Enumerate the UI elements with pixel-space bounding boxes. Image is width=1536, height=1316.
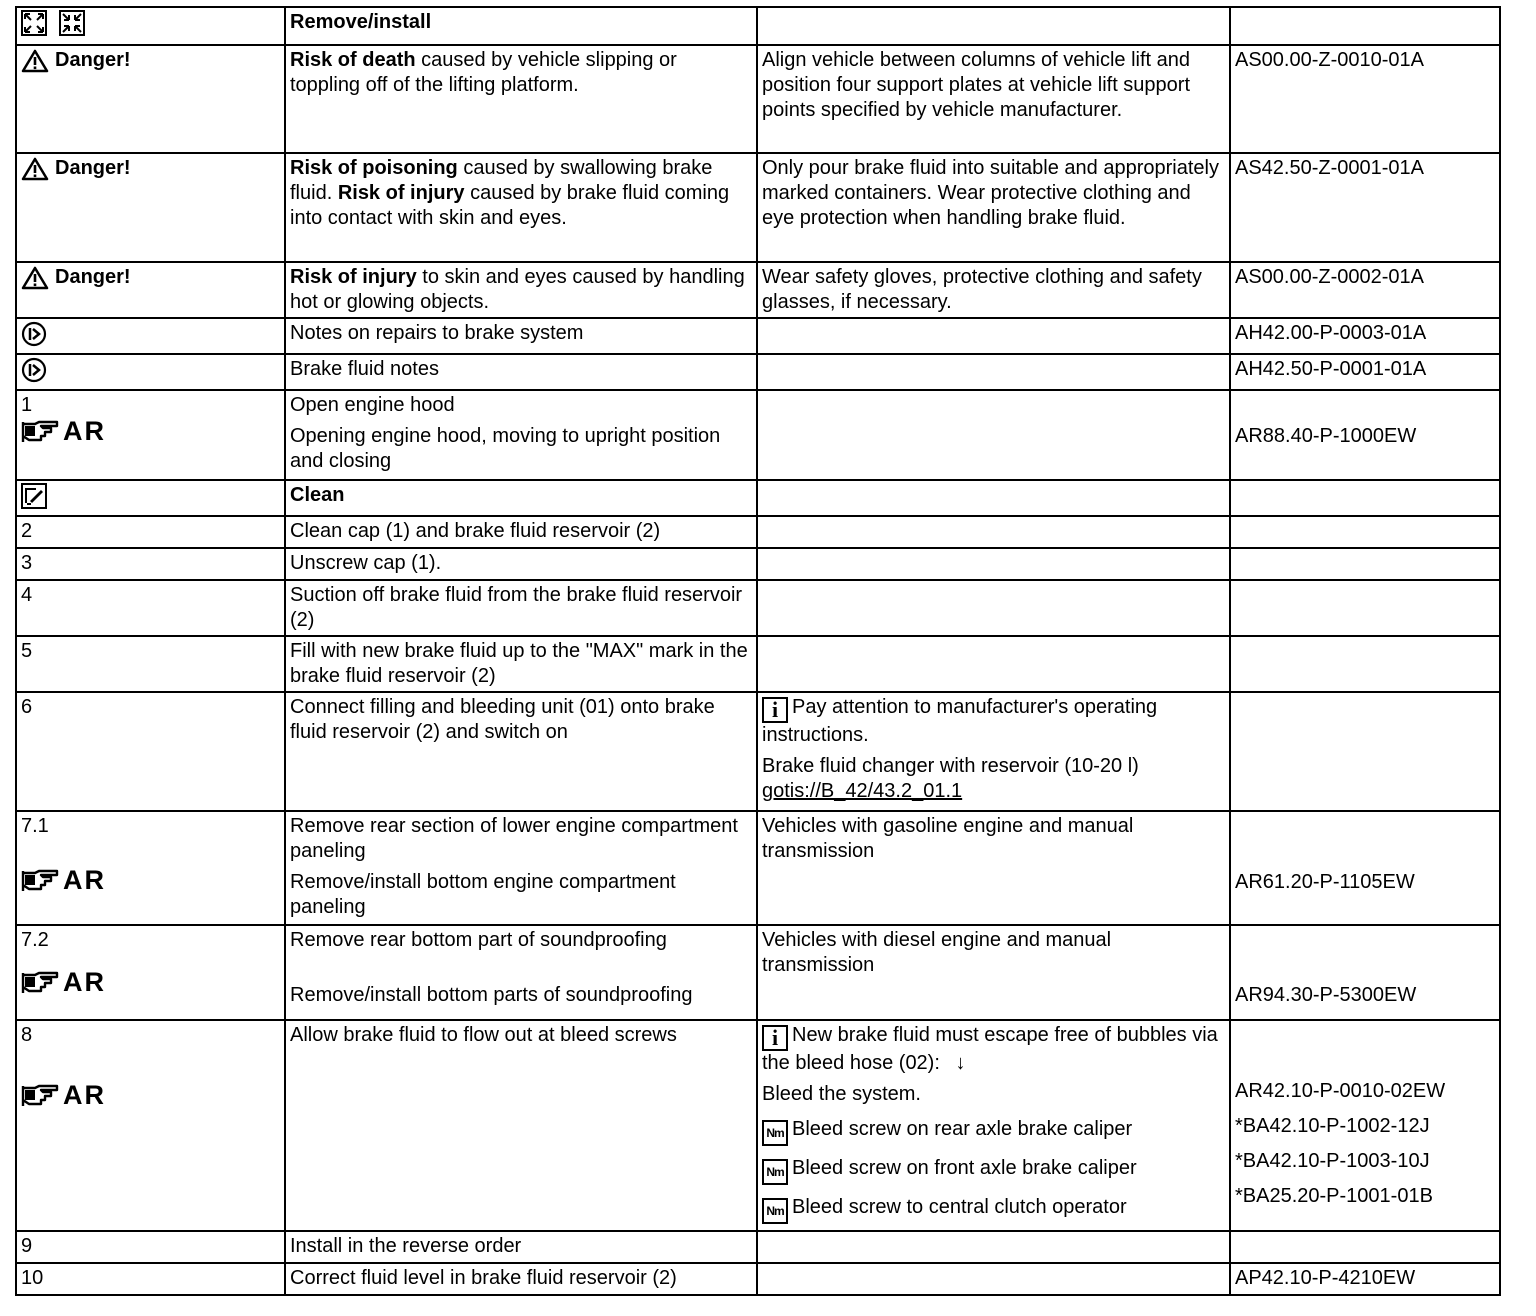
danger-label: Danger! bbox=[21, 48, 131, 73]
collapse-icon[interactable] bbox=[59, 10, 85, 36]
step-text: Unscrew cap (1). bbox=[285, 548, 757, 580]
note-icon bbox=[21, 357, 47, 383]
step-row-9 bbox=[16, 1231, 1500, 1263]
step-row-1 bbox=[16, 390, 1500, 480]
step-text: Fill with new brake fluid up to the "MAX" mark in the brake fluid reservoir (2) bbox=[285, 636, 757, 692]
clean-icon bbox=[21, 483, 47, 509]
header-empty-4 bbox=[1230, 7, 1500, 45]
torque-reference[interactable]: *BA42.10-P-1002-12J bbox=[1235, 1115, 1430, 1137]
step-row-10 bbox=[16, 1263, 1500, 1295]
risk-measure: Align vehicle between columns of vehicle lift and position four support plates at vehicle lift support points specified by vehicle manufacturer. bbox=[757, 45, 1230, 153]
step-reference[interactable]: AR42.10-P-0010-02EW bbox=[1235, 1080, 1446, 1102]
step-subtext: Opening engine hood, moving to upright position and closing bbox=[290, 425, 721, 472]
info-note: i Pay attention to manufacturer's operating instructions. bbox=[762, 696, 1158, 746]
bleed-text: Bleed the system. bbox=[762, 1083, 921, 1105]
info-icon: i bbox=[762, 1025, 788, 1051]
danger-label: Danger! bbox=[21, 156, 131, 181]
warning-triangle-icon bbox=[21, 49, 49, 73]
step-number: 7.1 bbox=[21, 815, 49, 837]
torque-icon: Nm bbox=[762, 1159, 788, 1185]
warning-triangle-icon bbox=[21, 266, 49, 290]
torque-item: Nm Bleed screw on front axle brake caliper bbox=[762, 1156, 1225, 1185]
torque-item: Nm Bleed screw on rear axle brake caliper bbox=[762, 1117, 1225, 1146]
note-reference[interactable]: AH42.50-P-0001-01A bbox=[1230, 354, 1500, 390]
note-text: Notes on repairs to brake system bbox=[285, 318, 757, 354]
step-row-7-1 bbox=[16, 811, 1500, 925]
torque-icon: Nm bbox=[762, 1120, 788, 1146]
step-row-5 bbox=[16, 636, 1500, 692]
danger-label: Danger! bbox=[21, 265, 131, 290]
step-number: 1 bbox=[21, 394, 33, 416]
torque-item: Nm Bleed screw to central clutch operator bbox=[762, 1195, 1225, 1224]
step-text: Allow brake fluid to flow out at bleed screws bbox=[285, 1020, 757, 1231]
step-row-3 bbox=[16, 548, 1500, 580]
pointing-hand-icon bbox=[21, 1082, 61, 1108]
step-subtext: Remove/install bottom parts of soundproofing bbox=[290, 984, 693, 1006]
step-text: Remove rear section of lower engine compartment paneling bbox=[290, 815, 738, 862]
torque-reference[interactable]: *BA42.10-P-1003-10J bbox=[1235, 1150, 1430, 1172]
info-note: i New brake fluid must escape free of bubbles via the bleed hose (02): ↓ bbox=[762, 1024, 1218, 1074]
ar-reference-label: AR bbox=[21, 867, 106, 893]
note-icon bbox=[21, 321, 47, 347]
note-row bbox=[16, 354, 1500, 390]
risk-text: Risk of injury to skin and eyes caused by handling hot or glowing objects. bbox=[285, 262, 757, 318]
step-reference[interactable]: AR94.30-P-5300EW bbox=[1235, 984, 1417, 1006]
info-icon: i bbox=[762, 697, 788, 723]
step-number: 2 bbox=[16, 516, 285, 548]
step-text: Clean cap (1) and brake fluid reservoir (2) bbox=[285, 516, 757, 548]
header-title: Remove/install bbox=[285, 7, 757, 45]
step-number: 8 bbox=[21, 1024, 33, 1046]
ar-reference-label: AR bbox=[21, 418, 106, 444]
step-number: 5 bbox=[16, 636, 285, 692]
danger-row bbox=[16, 262, 1500, 318]
header-empty-3 bbox=[757, 7, 1230, 45]
danger-row bbox=[16, 153, 1500, 262]
tool-text: Brake fluid changer with reservoir (10-20 l) bbox=[762, 755, 1139, 777]
tool-link[interactable]: gotis://B_42/43.2_01.1 bbox=[762, 780, 963, 802]
step-row-6 bbox=[16, 692, 1500, 811]
note-text: Brake fluid notes bbox=[285, 354, 757, 390]
header-icons-cell bbox=[16, 7, 285, 45]
step-number: 9 bbox=[16, 1231, 285, 1263]
step-subtext: Remove/install bottom engine compartment paneling bbox=[290, 871, 676, 918]
note-row bbox=[16, 318, 1500, 354]
pointing-hand-icon bbox=[21, 867, 61, 893]
risk-reference[interactable]: AS00.00-Z-0002-01A bbox=[1230, 262, 1500, 318]
pointing-hand-icon bbox=[21, 418, 61, 444]
step-row-7-2 bbox=[16, 925, 1500, 1020]
step-row-2 bbox=[16, 516, 1500, 548]
arrow-down-icon: ↓ bbox=[955, 1052, 966, 1074]
step-number: 4 bbox=[16, 580, 285, 636]
ar-reference-label: AR bbox=[21, 969, 106, 995]
step-text: Remove rear bottom part of soundproofing bbox=[290, 929, 667, 951]
risk-text: Risk of death caused by vehicle slipping or toppling off of the lifting platform. bbox=[285, 45, 757, 153]
step-text: Suction off brake fluid from the brake fluid reservoir (2) bbox=[285, 580, 757, 636]
warning-triangle-icon bbox=[21, 157, 49, 181]
step-row-8 bbox=[16, 1020, 1500, 1231]
risk-text: Risk of poisoning caused by swallowing brake fluid. Risk of injury caused by brake fluid coming into contact with skin and eyes. bbox=[285, 153, 757, 262]
header-row bbox=[16, 7, 1500, 45]
torque-reference[interactable]: *BA25.20-P-1001-01B bbox=[1235, 1185, 1433, 1207]
pointing-hand-icon bbox=[21, 969, 61, 995]
risk-measure: Wear safety gloves, protective clothing and safety glasses, if necessary. bbox=[757, 262, 1230, 318]
danger-row bbox=[16, 45, 1500, 153]
step-text: Correct fluid level in brake fluid reservoir (2) bbox=[285, 1263, 757, 1295]
note-reference[interactable]: AH42.00-P-0003-01A bbox=[1230, 318, 1500, 354]
step-row-4 bbox=[16, 580, 1500, 636]
section-title-clean: Clean bbox=[285, 480, 757, 516]
expand-icon[interactable] bbox=[21, 10, 47, 36]
step-condition: Vehicles with gasoline engine and manual transmission bbox=[757, 811, 1230, 925]
step-text: Connect filling and bleeding unit (01) onto brake fluid reservoir (2) and switch on bbox=[285, 692, 757, 811]
risk-reference[interactable]: AS42.50-Z-0001-01A bbox=[1230, 153, 1500, 262]
step-number: 3 bbox=[16, 548, 285, 580]
step-reference[interactable]: AP42.10-P-4210EW bbox=[1230, 1263, 1500, 1295]
torque-icon: Nm bbox=[762, 1198, 788, 1224]
clean-row bbox=[16, 480, 1500, 516]
risk-reference[interactable]: AS00.00-Z-0010-01A bbox=[1230, 45, 1500, 153]
step-text: Open engine hood bbox=[290, 394, 455, 416]
step-number: 10 bbox=[16, 1263, 285, 1295]
step-reference[interactable]: AR88.40-P-1000EW bbox=[1235, 425, 1417, 447]
step-text: Install in the reverse order bbox=[285, 1231, 757, 1263]
step-condition: Vehicles with diesel engine and manual transmission bbox=[757, 925, 1230, 1020]
risk-measure: Only pour brake fluid into suitable and appropriately marked containers. Wear protective clothing and eye protection when handling brake fluid. bbox=[757, 153, 1230, 262]
step-reference[interactable]: AR61.20-P-1105EW bbox=[1235, 871, 1415, 893]
step-number: 6 bbox=[16, 692, 285, 811]
step-number: 7.2 bbox=[21, 929, 49, 951]
procedure-table bbox=[15, 6, 1501, 1296]
ar-reference-label: AR bbox=[21, 1082, 106, 1108]
